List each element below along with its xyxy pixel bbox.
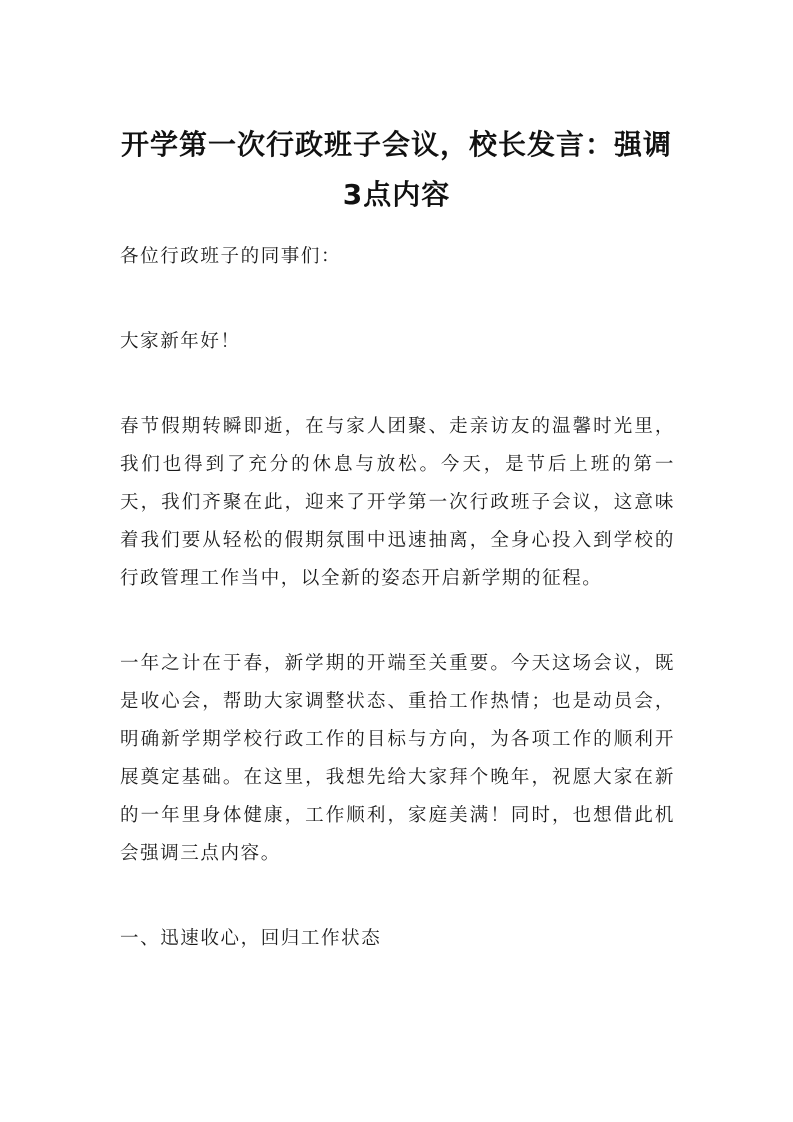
document-body — [120, 238, 675, 958]
title-line-1: 开学第一次行政班子会议，校长发言：强调 — [120, 128, 672, 161]
title-line-2: 3点内容 — [342, 178, 451, 211]
paragraph-1: 春节假期转瞬即逝，在与家人团聚、走亲访友的温馨时光里，我们也得到了充分的休息与放松。今天，是节后上班的第一天，我们齐聚在此，迎来了开学第一次行政班子会议，这意味着我们要从轻松的假期氛围中迅速抽离，全身心投入到学校的行政管理工作当中，以全新的姿态开启新学期的征程。 — [120, 416, 675, 589]
greeting: 大家新年好！ — [120, 331, 241, 352]
document-title — [100, 120, 693, 220]
section-1-heading: 一、迅速收心，回归工作状态 — [120, 928, 382, 949]
paragraph-2: 一年之计在于春，新学期的开端至关重要。今天这场会议，既是收心会，帮助大家调整状态、重拾工作热情；也是动员会，明确新学期学校行政工作的目标与方向，为各项工作的顺利开展奠定基础。在这里，我想先给大家拜个晚年，祝愿大家在新的一年里身体健康，工作顺利，家庭美满！同时，也想借此机会强调三点内容。 — [120, 653, 675, 864]
salutation: 各位行政班子的同事们： — [120, 246, 342, 267]
